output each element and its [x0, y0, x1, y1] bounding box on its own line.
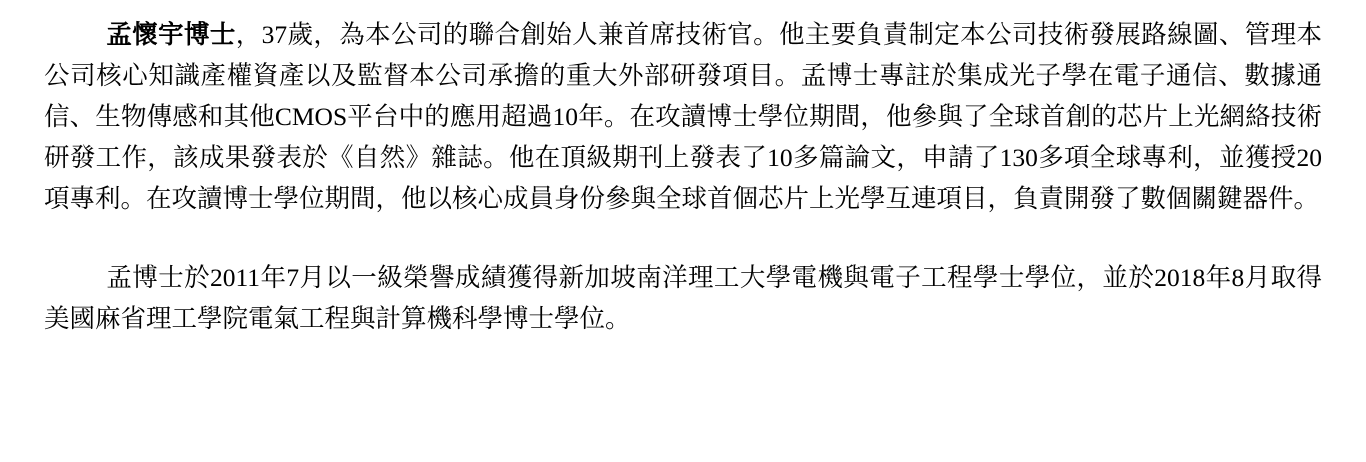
person-name: 孟懷宇博士: [106, 20, 236, 49]
bio-paragraph-text: ，37歲，為本公司的聯合創始人兼首席技術官。他主要負責制定本公司技術發展路線圖、管理本公司核心知識產權資產以及監督本公司承擔的重大外部研發項目。孟博士專註於集成光子學在電子通信、數據通信、生物傳感和其他CMOS平台中的應用超過10年。在攻讀博士學位期間，他參與了全球首創的芯片上光網絡技術研發工作，該成果發表於《自然》雜誌。他在頂級期刊上發表了10多篇論文，申請了130多項全球專利，並獲授20項專利。在攻讀博士學位期間，他以核心成員身份參與全球首個芯片上光學互連項目，負責開發了數個關鍵器件。: [44, 20, 1322, 213]
education-paragraph-text: 孟博士於2011年7月以一級榮譽成績獲得新加坡南洋理工大學電機與電子工程學士學位，並於2018年8月取得美國麻省理工學院電氣工程與計算機科學博士學位。: [44, 263, 1322, 333]
bio-paragraph: [44, 14, 1322, 219]
education-paragraph: [44, 257, 1322, 339]
